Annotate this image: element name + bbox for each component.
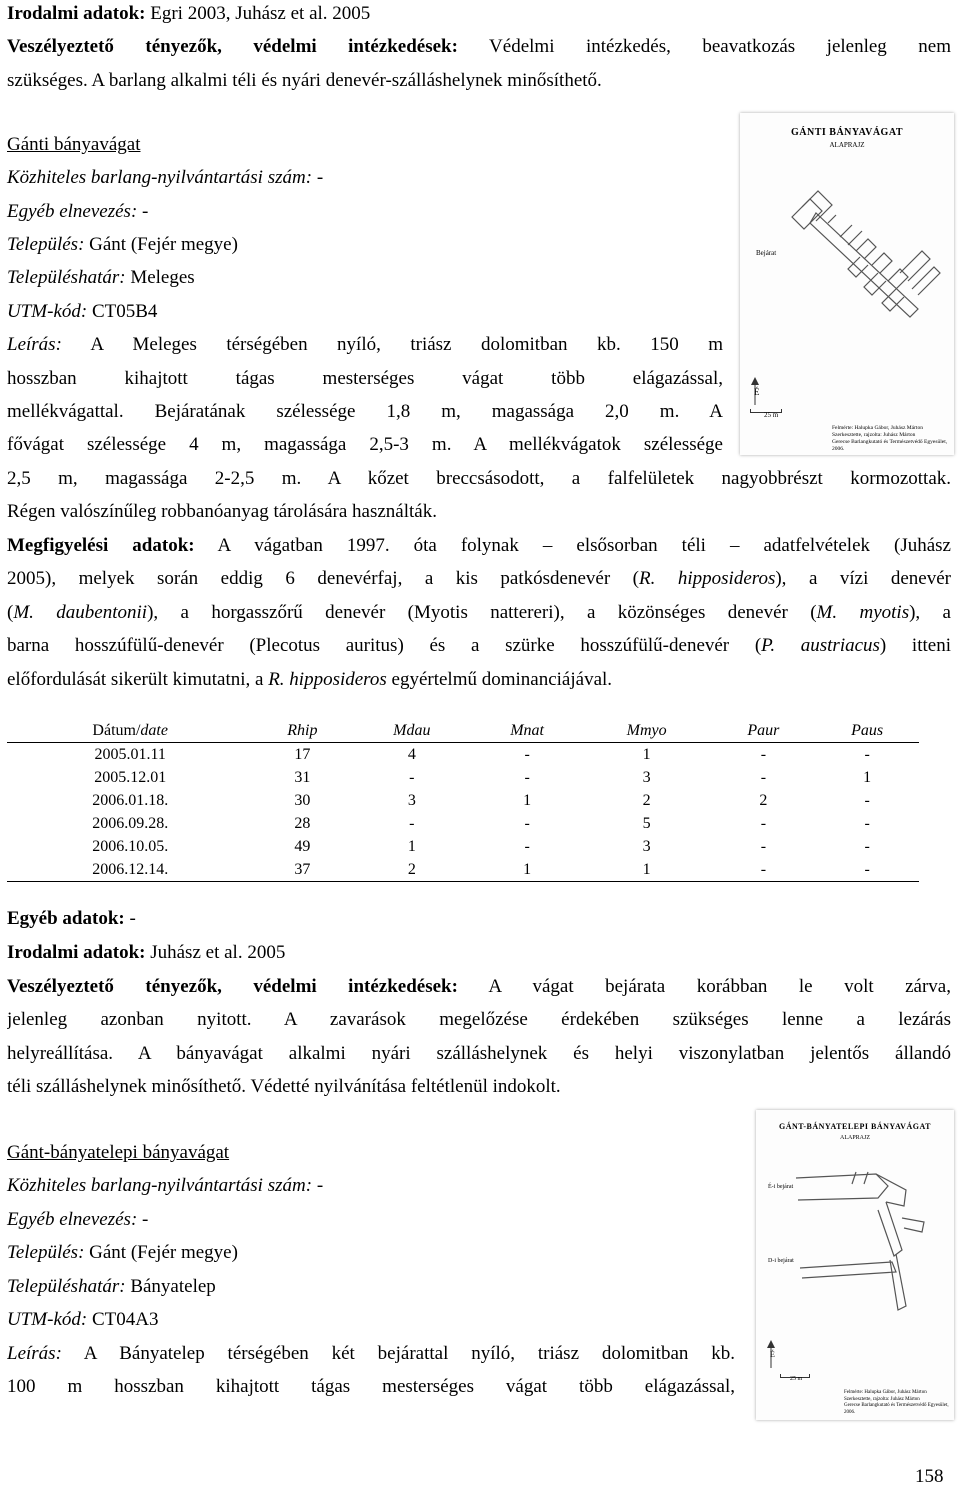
table-cell: - xyxy=(524,745,530,763)
threat-label: Veszélyeztető tényezők, védelmi intézkedések: xyxy=(7,976,458,997)
obs-text: ), a horgasszőrű denevér (Myotis nattereri), a közönséges denevér ( xyxy=(147,602,817,623)
alt-label: Egyéb elnevezés: xyxy=(7,1209,138,1230)
col-rhip-header: Rhip xyxy=(253,720,351,743)
town-line xyxy=(7,1242,238,1264)
border-line xyxy=(7,267,195,289)
border-label: Településhatár: xyxy=(7,267,126,288)
desc-line-2: 100 m hosszban kihajtott tágas mesterséges vágat több elágazással, xyxy=(7,1376,735,1397)
utm-value: CT04A3 xyxy=(87,1309,159,1330)
col-mdau-header: Mdau xyxy=(351,720,472,743)
desc-label: Leírás: xyxy=(7,1343,62,1364)
col-date-header xyxy=(7,720,253,743)
section-title-ganti: Gánti bányavágat xyxy=(7,134,141,155)
alt-name-line xyxy=(7,1209,148,1231)
lit-line-2 xyxy=(7,942,285,964)
table-cell: - xyxy=(760,768,767,786)
threat2-line-4: téli szálláshelynek minősíthető. Védetté nyilvánítása feltétlenül indokolt. xyxy=(7,1076,561,1097)
obs-line-4 xyxy=(7,635,951,657)
table-cell: - xyxy=(815,858,919,882)
alt-label: Egyéb elnevezés: xyxy=(7,201,138,222)
map-north-label: É xyxy=(754,387,760,397)
border-value: Bányatelep xyxy=(125,1276,216,1297)
map-credit-line: Szerkesztette, rajzolta: Juhász Márton xyxy=(844,1396,920,1402)
table-cell: 2006.12.14. xyxy=(7,858,253,882)
desc-line-6: Régen valószínűleg robbanóanyag tárolására használták. xyxy=(7,501,437,522)
table-cell: 49 xyxy=(294,837,311,855)
map-credit xyxy=(844,1390,954,1416)
obs-text: ), a vízi denevér xyxy=(775,568,951,589)
table-cell: - xyxy=(864,814,870,832)
map-entrance-north-label: É-i bejárat xyxy=(768,1184,794,1190)
col-paus-header: Paus xyxy=(815,720,919,743)
alt-name-line xyxy=(7,201,148,223)
species-name: R. hipposideros xyxy=(268,669,387,690)
table-cell: 37 xyxy=(253,858,351,882)
table-cell: 1 xyxy=(642,745,651,763)
utm-line xyxy=(7,301,157,323)
map-credit-line: Gerecse Barlangkutató és Természetvédő Egyesület, 2006. xyxy=(844,1403,949,1415)
table-cell: - xyxy=(864,791,870,809)
other-value: - xyxy=(124,908,136,929)
reg-line xyxy=(7,1175,323,1197)
table-cell: 1 xyxy=(407,837,416,855)
species-name: P. austriacus xyxy=(761,635,880,656)
utm-line xyxy=(7,1309,158,1331)
table-row xyxy=(7,858,919,882)
threat2-line-3: helyreállítása. A bányavágat alkalmi nyári szálláshelynek és helyi viszonylatban jelentős állandó xyxy=(7,1043,951,1064)
town-line xyxy=(7,234,238,256)
obs-text: barna hosszúfülű-denevér (Plecotus auritus) és a szürke hosszúfülű-denevér ( xyxy=(7,635,762,656)
desc-line-5: 2,5 m, magassága 2-2,5 m. A kőzet breccsásodott, a falfelületek nagyobbrészt kormozottak. xyxy=(7,468,951,489)
table-row xyxy=(7,812,919,835)
town-value: Gánt (Fejér megye) xyxy=(84,234,238,255)
table-cell: 31 xyxy=(294,768,311,786)
table-cell: 5 xyxy=(642,814,651,832)
map-scale-label: 25 m xyxy=(764,411,779,419)
obs-text: előfordulását sikerült kimutatni, a xyxy=(7,669,269,690)
threat-line-2: szükséges. A barlang alkalmi téli és nyári denevér-szálláshelynek minősíthető. xyxy=(7,70,602,91)
border-value: Meleges xyxy=(125,267,195,288)
bat-count-table xyxy=(7,720,919,882)
threat-value: Védelmi intézkedés, beavatkozás jelenleg nem xyxy=(457,36,951,57)
town-label: Település: xyxy=(7,234,85,255)
table-cell: 1 xyxy=(523,791,532,809)
table-cell: 4 xyxy=(407,745,416,763)
table-cell: 17 xyxy=(294,745,311,763)
desc-line-4: fővágat szélessége 4 m, magassága 2,5-3 m. A mellékvágatok szélessége xyxy=(7,434,723,455)
table-cell: - xyxy=(760,837,767,855)
page-number: 158 xyxy=(915,1466,944,1487)
table-cell: 2 xyxy=(759,791,768,809)
col-date-label: Dátum/ xyxy=(92,722,141,739)
section-title-gant-banyatelep: Gánt-bányatelepi bányavágat xyxy=(7,1142,230,1163)
map-credit xyxy=(832,425,954,453)
map-credit-line: Gerecse Barlangkutató és Természetvédő Egyesület, 2006. xyxy=(832,439,948,452)
desc-line-2: hosszban kihajtott tágas mesterséges vágat több elágazással, xyxy=(7,368,723,389)
table-cell: - xyxy=(524,814,530,832)
table-cell: 2 xyxy=(351,858,472,882)
col-mnat-header: Mnat xyxy=(472,720,582,743)
obs-line-3 xyxy=(7,602,951,624)
table-cell: - xyxy=(864,837,870,855)
table-cell: 30 xyxy=(294,791,311,809)
table-row xyxy=(7,789,919,812)
table-cell: 2005.12.01 xyxy=(94,768,167,786)
reg-line xyxy=(7,167,323,189)
map-title: GÁNTI BÁNYAVÁGAT xyxy=(790,127,903,138)
col-paur-header: Paur xyxy=(711,720,815,743)
obs-text: egyértelmű dominanciájával. xyxy=(386,669,613,690)
desc-line-1 xyxy=(7,1343,735,1365)
table-header-row xyxy=(7,720,919,743)
threat2-line-2: jelenleg azonban nyitott. A zavarások megelőzése érdekében szükséges lenne a lezárás xyxy=(7,1009,951,1030)
table-cell: - xyxy=(409,814,415,832)
cave-plan-drawing xyxy=(740,113,954,455)
border-label: Településhatár: xyxy=(7,1276,126,1297)
cave-map-gant-banyatelep xyxy=(756,1110,954,1420)
obs-line-2 xyxy=(7,568,951,590)
table-row xyxy=(7,743,919,767)
threat-value: A vágat bejárata korábban le volt zárva, xyxy=(457,976,951,997)
obs-text: A vágatban 1997. óta folynak – elsősorban téli – adatfelvételek (Juhász xyxy=(194,535,951,556)
obs-text: ( xyxy=(7,602,14,623)
lit-value: Juhász et al. 2005 xyxy=(145,942,286,963)
obs-text: ), a xyxy=(909,602,951,623)
lit-label: Irodalmi adatok: xyxy=(7,942,146,963)
map-subtitle: ALAPRAJZ xyxy=(829,141,865,149)
table-cell: 3 xyxy=(642,837,651,855)
alt-value: - xyxy=(137,201,149,222)
table-cell: - xyxy=(760,745,767,763)
obs-label: Megfigyelési adatok: xyxy=(7,535,195,556)
species-name: M. daubentonii xyxy=(13,602,148,623)
reg-label: Közhiteles barlang-nyilvántartási szám: xyxy=(7,167,313,188)
cave-map-ganti xyxy=(740,113,954,455)
desc-text: A Bányatelep térségében két bejárattal nyíló, triász dolomitban kb. xyxy=(61,1343,735,1364)
table-cell: 1 xyxy=(472,858,582,882)
desc-label: Leírás: xyxy=(7,334,62,355)
threat-label: Veszélyeztető tényezők, védelmi intézkedések: xyxy=(7,36,458,57)
reg-label: Közhiteles barlang-nyilvántartási szám: xyxy=(7,1175,313,1196)
threat-line-1 xyxy=(7,36,951,58)
border-line xyxy=(7,1276,216,1298)
table-cell: - xyxy=(760,814,767,832)
map-credit-line: Felmérte: Halupka Gábor, Juhász Márton xyxy=(832,425,923,431)
table-cell: - xyxy=(524,837,530,855)
town-label: Település: xyxy=(7,1242,85,1263)
species-name: R. hipposideros xyxy=(639,568,776,589)
table-cell: 2006.09.28. xyxy=(92,814,169,832)
table-cell: 1 xyxy=(863,768,872,786)
reg-value: - xyxy=(312,167,324,188)
table-cell: - xyxy=(409,768,415,786)
table-cell: 2006.10.05. xyxy=(92,837,169,855)
desc-line-3: mellékvágattal. Bejáratának szélessége 1,8 m, magassága 2,0 m. A xyxy=(7,401,723,422)
table-cell: 2 xyxy=(642,791,651,809)
lit-label: Irodalmi adatok: xyxy=(7,3,146,24)
map-title: GÁNT-BÁNYATELEPI BÁNYAVÁGAT xyxy=(779,1122,931,1131)
obs-line-5 xyxy=(7,669,612,691)
table-cell: - xyxy=(524,768,530,786)
other-data-line xyxy=(7,908,136,930)
map-north-label: É xyxy=(770,1350,775,1359)
lit-line-1 xyxy=(7,3,370,25)
table-row xyxy=(7,835,919,858)
lit-value: Egri 2003, Juhász et al. 2005 xyxy=(145,3,371,24)
map-scale-label: 25 m xyxy=(790,1376,803,1382)
reg-value: - xyxy=(312,1175,324,1196)
obs-line-1 xyxy=(7,535,951,557)
obs-text: 2005), melyek során eddig 6 denevérfaj, a kis patkósdenevér ( xyxy=(7,568,640,589)
map-entrance-south-label: D-i bejárat xyxy=(768,1258,794,1264)
col-date-label-en: date xyxy=(140,722,168,739)
map-entrance-label: Bejárat xyxy=(756,249,777,257)
alt-value: - xyxy=(137,1209,149,1230)
table-cell: - xyxy=(711,858,815,882)
desc-text: A Meleges térségében nyíló, triász dolomitban kb. 150 m xyxy=(61,334,723,355)
col-mmyo-header: Mmyo xyxy=(582,720,712,743)
utm-label: UTM-kód: xyxy=(7,1309,88,1330)
map-credit-line: Felmérte: Halupka Gábor, Juhász Márton xyxy=(844,1390,927,1395)
obs-text: ) itteni xyxy=(879,635,951,656)
utm-label: UTM-kód: xyxy=(7,301,88,322)
table-cell: 1 xyxy=(582,858,712,882)
table-cell: 2006.01.18. xyxy=(92,791,169,809)
map-subtitle: ALAPRAJZ xyxy=(839,1135,870,1141)
town-value: Gánt (Fejér megye) xyxy=(84,1242,238,1263)
map-credit-line: Szerkesztette, rajzolta: Juhász Márton xyxy=(832,432,916,438)
table-row xyxy=(7,766,919,789)
other-label: Egyéb adatok: xyxy=(7,908,125,929)
species-name: M. myotis xyxy=(816,602,910,623)
table-cell: 3 xyxy=(642,768,651,786)
threat2-line-1 xyxy=(7,976,951,998)
table-cell: - xyxy=(864,745,870,763)
table-cell: 2005.01.11 xyxy=(94,745,166,763)
utm-value: CT05B4 xyxy=(87,301,158,322)
table-cell: 3 xyxy=(407,791,416,809)
table-cell: 28 xyxy=(294,814,311,832)
desc-line-1 xyxy=(7,334,723,356)
